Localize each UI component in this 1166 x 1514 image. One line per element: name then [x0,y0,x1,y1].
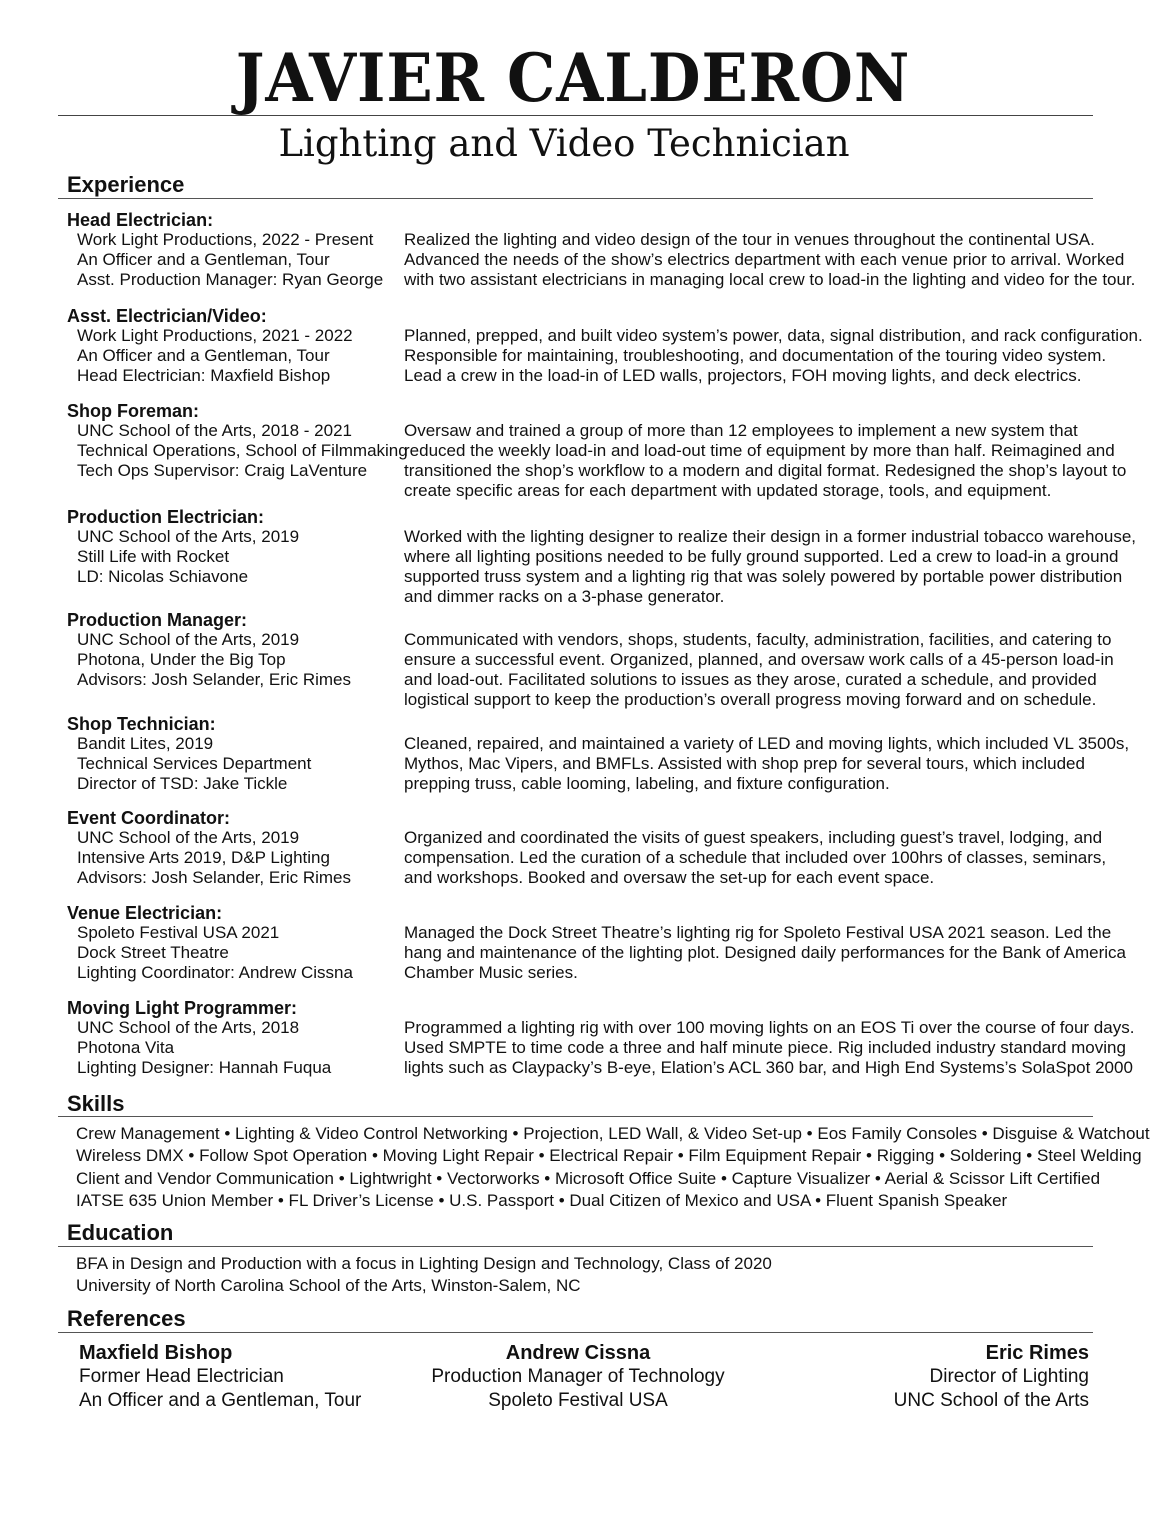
reference-name: Maxfield Bishop [79,1342,233,1364]
job-detail-line: Spoleto Festival USA 2021 [77,923,280,942]
reference-org: An Officer and a Gentleman, Tour [79,1390,362,1411]
job-description-line: supported truss system and a lighting rig that was solely powered by portable power distribution [404,567,1123,586]
job-details [77,828,397,888]
job-detail-line: Photona Vita [77,1038,175,1057]
skills-line: Wireless DMX • Follow Spot Operation • Moving Light Repair • Electrical Repair • Film Equipment Repair • Rigging • Soldering • Steel Welding [76,1146,1142,1166]
job-detail-line: Work Light Productions, 2022 - Present [77,230,374,249]
job-description-line: Used SMPTE to time code a three and half minute piece. Rig included industry standard moving [404,1038,1126,1057]
references-divider [58,1332,1093,1333]
job-detail-line: LD: Nicolas Schiavone [77,567,249,586]
job-description [404,527,1137,607]
skills-line: Client and Vendor Communication • Lightwright • Vectorworks • Microsoft Office Suite • Capture Visualizer • Aerial & Scissor Lift Certified [76,1168,1101,1188]
job-description-line: Chamber Music series. [404,963,578,982]
job-details [77,326,397,386]
job-details [77,734,397,794]
job-description [404,630,1114,710]
job-details [77,1018,397,1078]
job-title: Head Electrician: [67,210,214,230]
reference-org: Spoleto Festival USA [488,1390,668,1411]
skills-line: Crew Management • Lighting & Video Control Networking • Projection, LED Wall, & Video Set-up • Eos Family Consoles • Disguise & Watchout [76,1124,1150,1143]
reference-card [378,1341,778,1413]
reference-name: Eric Rimes [985,1342,1089,1364]
job-description-line: Programmed a lighting rig with over 100 moving lights on an EOS Ti over the course of four days. [404,1018,1135,1037]
job-detail-line: Lighting Designer: Hannah Fuqua [77,1058,332,1077]
job-description [404,923,1126,983]
job-description-line: and load-out. Facilitated solutions to issues as they arose, curated a schedule, and provided [404,670,1097,689]
job-description-line: Managed the Dock Street Theatre’s lighting rig for Spoleto Festival USA 2021 season. Led the [404,923,1112,942]
education-degree: BFA in Design and Production with a focus in Lighting Design and Technology, Class of 2020 [76,1254,772,1273]
job-description-line: ensure a successful event. Organized, planned, and oversaw work calls of a 45-person load-in [404,650,1114,669]
reference-role: Former Head Electrician [79,1366,284,1387]
reference-name: Andrew Cissna [505,1342,651,1364]
job-description-line: where all lighting positions needed to be fully ground supported. Led a crew to load-in a ground [404,547,1119,566]
job-detail-line: UNC School of the Arts, 2018 [77,1018,300,1037]
job-detail-line: UNC School of the Arts, 2019 [77,527,300,546]
job-detail-line: An Officer and a Gentleman, Tour [77,250,330,269]
job-detail-line: Dock Street Theatre [77,943,229,962]
job-detail-line: Director of TSD: Jake Tickle [77,774,288,793]
job-detail-line: Advisors: Josh Selander, Eric Rimes [77,868,351,887]
job-description [404,734,1130,794]
job-description [404,326,1143,386]
job-detail-line: Work Light Productions, 2021 - 2022 [77,326,353,345]
skills-heading: Skills [67,1091,125,1116]
job-description-line: Realized the lighting and video design of the tour in venues throughout the continental USA. [404,230,1095,249]
job-detail-line: Bandit Lites, 2019 [77,734,214,753]
reference-card [79,1341,361,1413]
skills-line: IATSE 635 Union Member • FL Driver’s License • U.S. Passport • Dual Citizen of Mexico and USA • Fluent Spanish Speaker [76,1190,1008,1210]
job-description-line: Planned, prepped, and built video system’s power, data, signal distribution, and rack configuration. [404,326,1143,345]
job-detail-line: Intensive Arts 2019, D&P Lighting [77,848,330,867]
skills-divider [58,1116,1093,1117]
candidate-name: JAVIER CALDERON [235,39,911,117]
job-description-line: transitioned the shop’s workflow to a modern and digital format. Redesigned the shop’s layout to [404,461,1127,480]
job-description-line: Responsible for maintaining, troubleshooting, and documentation of the touring video system. [404,346,1107,365]
references-heading: References [67,1306,186,1331]
job-detail-line: UNC School of the Arts, 2019 [77,828,300,847]
job-description-line: create specific areas for each department with updated storage, tools, and equipment. [404,481,1052,500]
job-title: Asst. Electrician/Video: [67,306,267,326]
experience-heading: Experience [67,172,185,197]
job-description-line: prepping truss, cable looming, labeling, and fixture configuration. [404,774,890,793]
job-details [77,421,408,481]
experience-divider [58,198,1093,199]
job-description-line: Mythos, Mac Vipers, and BMFLs. Assisted with shop prep for several tours, which included [404,754,1085,773]
job-description-line: Cleaned, repaired, and maintained a variety of LED and moving lights, which included VL 3500s, [404,734,1130,753]
job-detail-line: Photona, Under the Big Top [77,650,286,669]
job-description [404,828,1107,888]
job-detail-line: Technical Operations, School of Filmmaking [77,441,408,460]
job-description-line: Organized and coordinated the visits of guest speakers, including guest’s travel, lodging, and [404,828,1103,847]
job-description-line: Oversaw and trained a group of more than 12 employees to implement a new system that [404,421,1078,440]
job-description-line: reduced the weekly load-in and load-out time of equipment by more than half. Reimagined and [404,441,1115,460]
skills-list [76,1123,1150,1212]
job-description-line: and workshops. Booked and oversaw the set-up for each event space. [404,868,935,887]
reference-org: UNC School of the Arts [893,1390,1089,1411]
reference-card [894,1341,1089,1413]
job-title: Production Electrician: [67,507,265,527]
job-description [404,1018,1135,1078]
job-detail-line: Advisors: Josh Selander, Eric Rimes [77,670,351,689]
job-description-line: compensation. Led the curation of a schedule that included over 100hrs of classes, seminars, [404,848,1107,867]
education-divider [58,1246,1093,1247]
job-detail-line: An Officer and a Gentleman, Tour [77,346,330,365]
job-detail-line: Tech Ops Supervisor: Craig LaVenture [77,461,368,480]
reference-role: Production Manager of Technology [431,1366,725,1387]
job-details [77,527,397,587]
candidate-title: Lighting and Video Technician [278,122,850,165]
job-details [77,923,397,983]
education-school: University of North Carolina School of the Arts, Winston-Salem, NC [76,1276,581,1296]
job-description [404,230,1136,290]
job-detail-line: Head Electrician: Maxfield Bishop [77,366,331,385]
job-description-line: Lead a crew in the load-in of LED walls, projectors, FOH moving lights, and deck electrics. [404,366,1082,385]
header-divider [58,115,1093,116]
job-description-line: lights such as Claypacky’s B-eye, Elation’s ACL 360 bar, and High End Systems’s SolaSpot 2000 [404,1058,1133,1077]
job-description-line: logistical support to keep the production’s overall progress moving forward and on schedule. [404,690,1097,709]
education-list [76,1253,772,1298]
reference-role: Director of Lighting [929,1366,1089,1387]
job-title: Production Manager: [67,610,248,630]
education-heading: Education [67,1220,174,1245]
job-description-line: Advanced the needs of the show’s electrics department with each venue prior to arrival. Worked [404,250,1125,269]
job-detail-line: Lighting Coordinator: Andrew Cissna [77,963,353,982]
job-detail-line: UNC School of the Arts, 2019 [77,630,300,649]
job-description-line: Communicated with vendors, shops, students, faculty, administration, facilities, and catering to [404,630,1112,649]
job-description-line: and dimmer racks on a 3-phase generator. [404,587,725,606]
job-description [404,421,1127,501]
job-details [77,230,397,290]
job-detail-line: Still Life with Rocket [77,547,230,566]
job-title: Venue Electrician: [67,903,223,923]
job-title: Event Coordinator: [67,808,231,828]
job-details [77,630,397,690]
job-description-line: Worked with the lighting designer to realize their design in a former industrial tobacco warehouse, [404,527,1137,546]
job-title: Shop Technician: [67,714,216,734]
job-detail-line: Technical Services Department [77,754,312,773]
job-title: Shop Foreman: [67,401,200,421]
job-description-line: hang and maintenance of the lighting plot. Designed daily performances for the Bank of America [404,943,1126,962]
job-detail-line: Asst. Production Manager: Ryan George [77,270,384,289]
job-detail-line: UNC School of the Arts, 2018 - 2021 [77,421,352,440]
job-title: Moving Light Programmer: [67,998,298,1018]
job-description-line: with two assistant electricians in managing local crew to load-in the lighting and video for the tour. [404,270,1136,289]
